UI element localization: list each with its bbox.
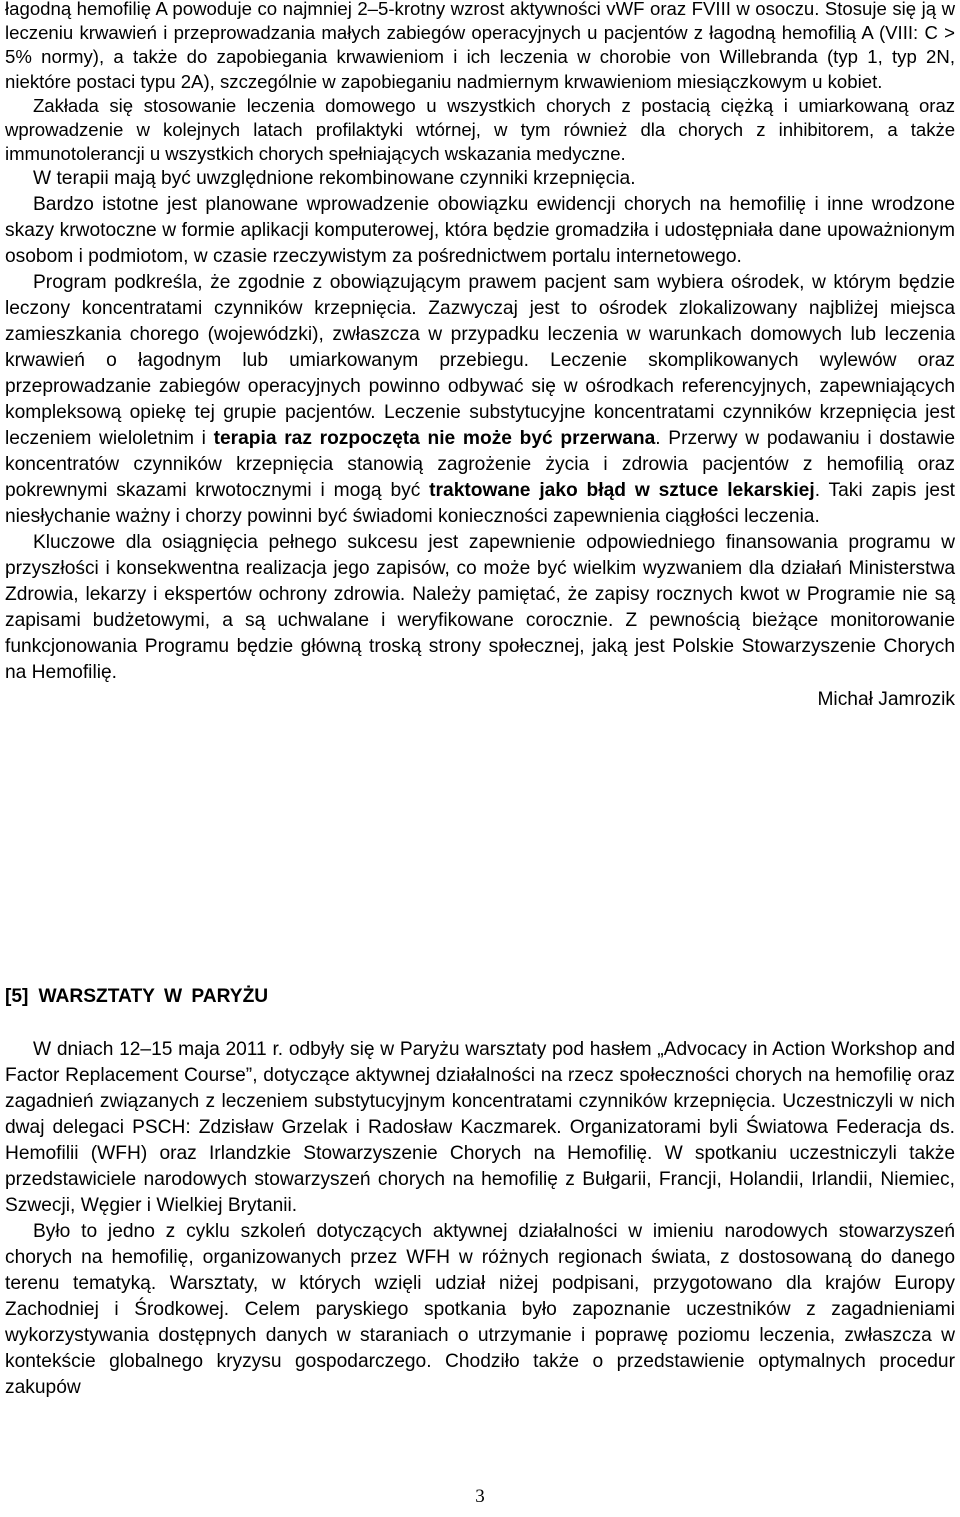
page-number: 3: [475, 1486, 485, 1507]
treatment-centre-text-b: . Przerwy w podawaniu i dostawie koncentratów czynników krzepnięcia stanowią zagrożenie życia i zdrowia pacjentów z hemofilią oraz pokrewnymi skazami krwotocznymi i mogą być: [5, 428, 955, 502]
paragraph-program-financing: Kluczowe dla osiągnięcia pełnego sukcesu jest zapewnienie odpowiedniego finansowania programu w przyszłości i konsekwentna realizacja jego zapisów, co może być wielkim wyzwaniem dla działań Ministerstwa Zdrowia, lekarzy i ekspertów ochrony zdrowia. Należy pamiętać, że zapisy rocznych kwot w Programie nie są zapisami budżetowymi, a są uchwalane i weryfikowane corocznie. Z pewnością bieżące monitorowanie funkcjonowania Programu będzie główną troską strony społecznej, jaką jest Polskie Stowarzyszenie Chorych na Hemofilię.: [5, 532, 955, 684]
treatment-continuity-emphasis: terapia raz rozpoczęta nie może być przerwana: [213, 428, 656, 450]
paragraph-paris-workshop: W dniach 12–15 maja 2011 r. odbyły się w Paryżu warsztaty pod hasłem „Advocacy in Action Workshop and Factor Replacement Course”, dotyczące aktywnej działalności na rzecz społeczności chorych na hemofilię oraz zagadnień związanych z leczeniem substytucyjnym koncentratami czynników krzepnięcia. Uczestniczyli w nich dwaj delegaci PSCH: Zdzisław Grzelak i Radosław Kaczmarek. Organizatorami byli Światowa Federacja ds. Hemofilii (WFH) oraz Irlandzkie Stowarzyszenie Chorych na Hemofilię. W spotkaniu uczestniczyli także przedstawiciele narodowych stowarzyszeń chorych na hemofilię z Bułgarii, Francji, Holandii, Irlandii, Niemiec, Szwecji, Węgier i Wielkiej Brytanii.: [5, 1039, 955, 1216]
section-number: [5]: [5, 986, 29, 1007]
paragraph-patient-registry: Bardzo istotne jest planowane wprowadzenie obowiązku ewidencji chorych na hemofilię i inne wrodzone skazy krwotoczne w formie aplikacji komputerowej, która będzie gromadziła i udostępniała dane upoważnionym osobom i podmiotom, w czasie rzeczywistym za pośrednictwem portalu internetowego.: [5, 194, 955, 268]
paragraph-desmopressin: łagodną hemofilię A powoduje co najmniej 2–5-krotny wzrost aktywności vWF oraz FVIII w osoczu. Stosuje się ją w leczeniu krwawień i przeprowadzania małych zabiegów operacyjnych u pacjentów z łagodną hemofilią A (VIII: C > 5% normy), a także do zapobiegania krwawieniom i ich leczenia w chorobie von Willebranda (typ 1, typ 2N, niektóre postaci typu 2A), szczególnie w zapobieganiu nadmiernym krwawieniom miesiączkowym u kobiet.: [5, 0, 955, 92]
upper-text-block: [5, 0, 955, 713]
treatment-centre-text-c: . Taki zapis jest niesłychanie ważny i chorzy powinni być świadomi konieczności zapewnienia ciągłości leczenia.: [5, 480, 955, 528]
treatment-centre-text-a: Program podkreśla, że zgodnie z obowiązującym prawem pacjent sam wybiera ośrodek, w którym będzie leczony koncentratami czynników krzepnięcia. Zazwyczaj jest to ośrodek zlokalizowany najbliżej miejsca zamieszkania chorego (wojewódzki), zwłaszcza w przypadku leczenia w warunkach domowych lub leczenia krwawień o łagodnym lub umiarkowanym przebiegu. Leczenie skomplikowanych wylewów oraz przeprowadzanie zabiegów operacyjnych powinno odbywać się w ośrodkach referencyjnych, zapewniających kompleksową opiekę tej grupie pacjentów. Leczenie substytucyjne koncentratami czynników krzepnięcia jest leczeniem wieloletnim i: [5, 272, 955, 450]
paragraph-treatment-centre: [5, 270, 955, 530]
author-signature: Michał Jamrozik: [817, 689, 955, 711]
lower-text-block: [5, 1037, 955, 1401]
paragraph-home-treatment: Zakłada się stosowanie leczenia domowego u wszystkich chorych z postacią ciężką i umiarkowaną oraz wprowadzenie w kolejnych latach profilaktyki wtórnej, w tym również dla chorych z inhibitorem, a także immunotolerancji u wszystkich chorych spełniających wskazania medyczne.: [5, 94, 955, 165]
section-title: WARSZTATY W PARYŻU: [38, 986, 269, 1007]
section-heading: [5, 984, 268, 1010]
paragraph-workshop-goals: Było to jedno z cyklu szkoleń dotyczących aktywnej działalności w imieniu narodowych stowarzyszeń chorych na hemofilię, organizowanych przez WFH w różnych regionach świata, z dostosowaną do danego terenu tematyką. Warsztaty, w których wzięli udział niżej podpisani, przygotowano dla krajów Europy Zachodniej i Środkowej. Celem paryskiego spotkania było zapoznanie uczestników z zagadnieniami wykorzystywania dostępnych danych w staraniach o utrzymanie i poprawę poziomu leczenia, zwłaszcza w kontekście globalnego kryzysu gospodarczego. Chodziło także o przedstawienie optymalnych procedur zakupów: [5, 1221, 955, 1398]
paragraph-recombinant-factors: W terapii mają być uwzględnione rekombinowane czynniki krzepnięcia.: [33, 168, 636, 190]
malpractice-emphasis: traktowane jako błąd w sztuce lekarskiej: [429, 480, 815, 502]
